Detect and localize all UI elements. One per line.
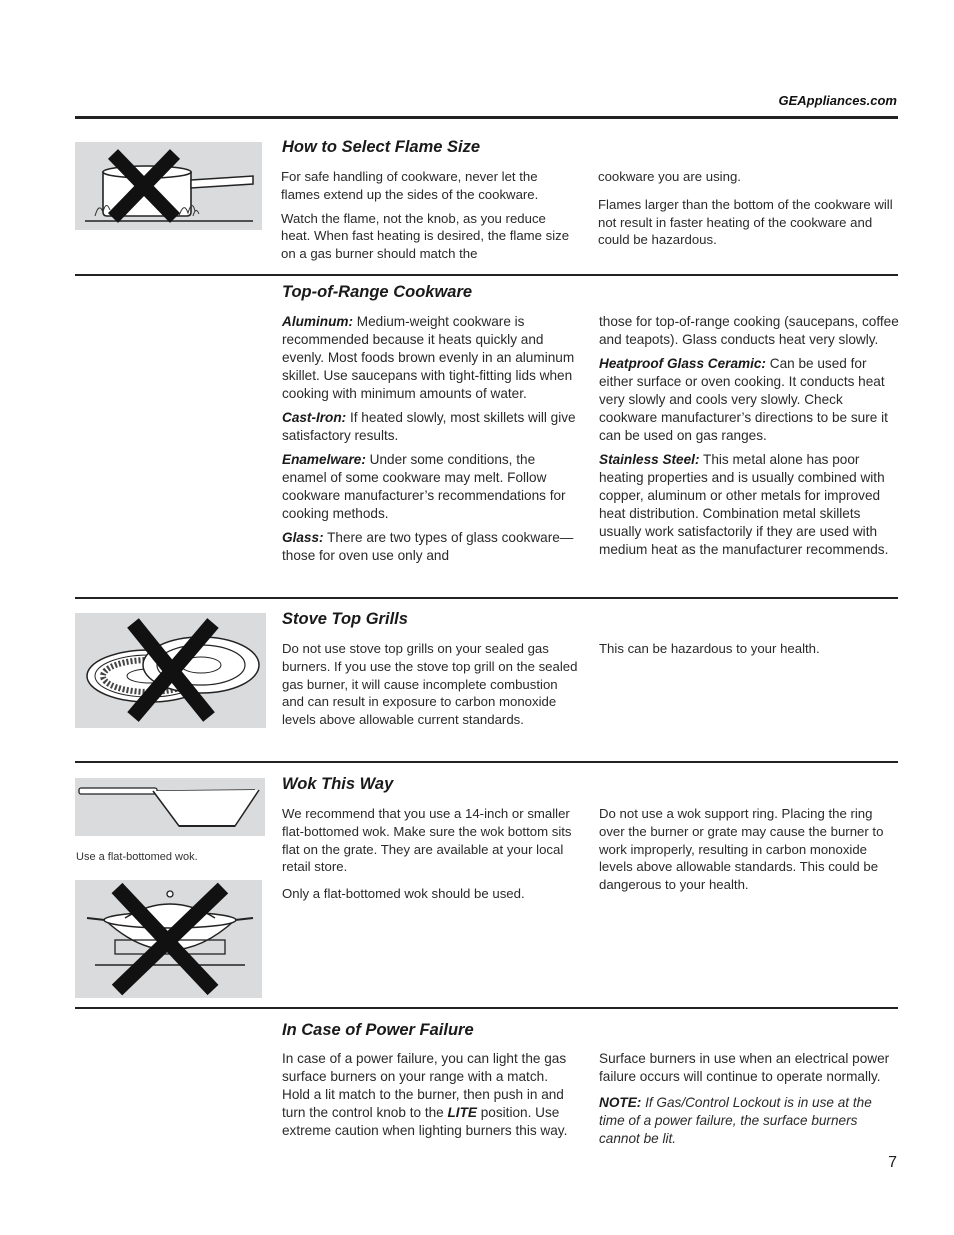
text-glass: There are two types of glass cookware—those for oven use only and xyxy=(282,530,574,563)
note-text: If Gas/Control Lockout is in use at the time of a power failure, the surface burners cannot be lit. xyxy=(599,1095,872,1146)
label-aluminum: Aluminum: xyxy=(282,314,353,329)
wok-ring-crossed-icon xyxy=(75,880,262,998)
header-rule xyxy=(75,116,898,119)
flat-wok-image xyxy=(75,778,265,836)
paragraph: We recommend that you use a 14-inch or smaller flat-bottomed wok. Make sure the wok bottom sits flat on the grate. They are available at your local retail store. xyxy=(282,806,572,875)
paragraph: Surface burners in use when an electrical power failure occurs will continue to operate normally. xyxy=(599,1051,890,1084)
section-title-cookware: Top-of-Range Cookware xyxy=(282,283,473,301)
wok-ring-crossed-image xyxy=(75,880,262,998)
grill-crossed-image xyxy=(75,613,266,728)
section-divider xyxy=(75,274,898,276)
label-steel: Stainless Steel: xyxy=(599,452,700,467)
grill-crossed-icon xyxy=(75,613,266,728)
section-divider xyxy=(75,1007,898,1009)
paragraph: cookware you are using. xyxy=(598,169,741,184)
power-left-column xyxy=(282,1050,578,1146)
wok-right-column xyxy=(599,805,895,900)
paragraph xyxy=(282,1050,578,1140)
section-title-wok: Wok This Way xyxy=(282,775,394,793)
paragraph: For safe handling of cookware, never let the flames extend up the sides of the cookware. xyxy=(281,169,539,202)
paragraph: This can be hazardous to your health. xyxy=(599,641,820,656)
flame-right-column xyxy=(598,168,898,255)
text-steel: This metal alone has poor heating properties and is usually combined with copper, aluminum or other metals for improved heat distribution. Combination metal skillets usually work satisfactorily if they are used with medium heat as the manufacturer recommends. xyxy=(599,452,889,557)
text-ceramic: Can be used for either surface or oven cooking. It conducts heat very slowly and cools very slowly. Check cookware manufacturer’s directions to be sure it can be used on gas ranges. xyxy=(599,356,888,443)
section-divider xyxy=(75,597,898,599)
section-title-power: In Case of Power Failure xyxy=(282,1021,474,1039)
paragraph-ceramic xyxy=(599,355,899,445)
label-glass: Glass: xyxy=(282,530,324,545)
wok-left-column xyxy=(282,805,578,909)
flat-wok-icon xyxy=(75,778,265,836)
paragraph: Only a flat-bottomed wok should be used. xyxy=(282,886,525,902)
text-castiron: If heated slowly, most skillets will give satisfactory results. xyxy=(282,410,576,443)
label-enamel: Enamelware: xyxy=(282,452,366,467)
cookware-right-column xyxy=(599,313,899,565)
note-label: NOTE: xyxy=(599,1095,642,1110)
wok-caption: Use a flat-bottomed wok. xyxy=(76,851,198,863)
paragraph-castiron xyxy=(282,409,578,445)
section-title-grills: Stove Top Grills xyxy=(282,610,408,628)
paragraph: Watch the flame, not the knob, as you reduce heat. When fast heating is desired, the flame size on a gas burner should match the xyxy=(281,210,570,262)
paragraph-glass-cont: those for top-of-range cooking (saucepans, coffee and teapots). Glass conducts heat very slowly. xyxy=(599,314,899,347)
grills-right-column xyxy=(599,640,895,664)
cookware-left-column xyxy=(282,313,578,571)
pot-flame-crossed-image xyxy=(75,142,262,230)
label-ceramic: Heatproof Glass Ceramic: xyxy=(599,356,766,371)
paragraph-glass xyxy=(282,529,578,565)
paragraph: Flames larger than the bottom of the cookware will not result in faster heating of the cookware and could be hazardous. xyxy=(598,196,893,248)
paragraph-aluminum xyxy=(282,313,578,403)
paragraph-steel xyxy=(599,451,899,559)
section-divider xyxy=(75,761,898,763)
section-title-flame: How to Select Flame Size xyxy=(282,138,481,156)
pot-flame-crossed-icon xyxy=(75,142,262,230)
text: In case of a power failure, you can light the gas surface burners on your range with a match. Hold a lit match to the burner, then push in and turn the control knob to the xyxy=(282,1051,567,1120)
site-url: GEAppliances.com xyxy=(778,93,897,108)
text: position. Use extreme caution when lighting burners this way. xyxy=(282,1105,568,1138)
text-enamel: Under some conditions, the enamel of some cookware may melt. Follow cookware manufacturer’s recommendations for cooking methods. xyxy=(282,452,566,521)
power-right-column xyxy=(599,1050,895,1154)
paragraph: Do not use a wok support ring. Placing the ring over the burner or grate may cause the burner to work improperly, resulting in carbon monoxide levels above allowable standards. This could be dangerous to your health. xyxy=(599,806,884,893)
paragraph: Do not use stove top grills on your sealed gas burners. If you use the stove top grill on the sealed gas burner, it will cause incomplete combustion and can result in exposure to carbon monoxide levels above allowable current standards. xyxy=(282,641,578,728)
note-paragraph xyxy=(599,1094,895,1148)
lite-label: LITE xyxy=(447,1105,477,1120)
page-number: 7 xyxy=(888,1154,897,1171)
label-castiron: Cast-Iron: xyxy=(282,410,347,425)
text-aluminum: Medium-weight cookware is recommended because it heats quickly and evenly. Most foods brown evenly in an aluminum skillet. Use saucepans with tight-fitting lids when cooking with minimum amounts of water. xyxy=(282,314,575,401)
paragraph-enamel xyxy=(282,451,578,523)
grills-left-column xyxy=(282,640,578,735)
flame-left-column xyxy=(281,168,574,269)
